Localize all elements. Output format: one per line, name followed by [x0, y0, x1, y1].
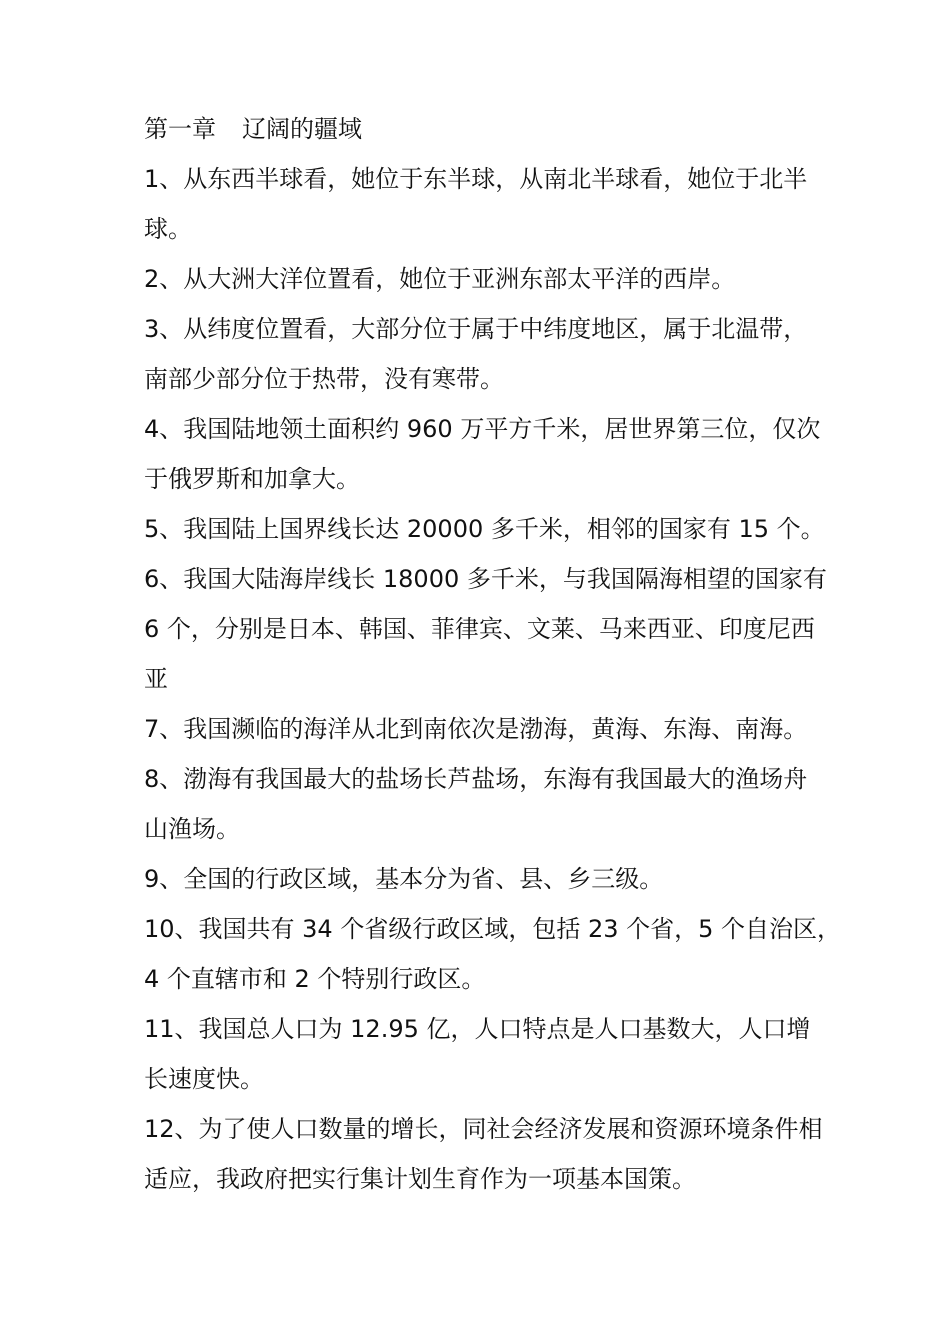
- paragraph-line: 12、为了使人口数量的增长，同社会经济发展和资源环境条件相: [144, 1115, 823, 1143]
- paragraph-line: 3、从纬度位置看，大部分位于属于中纬度地区，属于北温带，: [144, 315, 808, 343]
- paragraph-line: 6 个，分别是日本、韩国、菲律宾、文莱、马来西亚、印度尼西: [144, 615, 815, 643]
- list-item: [144, 254, 816, 304]
- paragraph-line: 长速度快。: [144, 1065, 264, 1093]
- list-item: [144, 154, 816, 254]
- list-item: [144, 1004, 816, 1104]
- list-item: [144, 504, 825, 554]
- paragraph-line: 6、我国大陆海岸线长 18000 多千米，与我国隔海相望的国家有: [144, 565, 827, 593]
- document-body: [144, 104, 842, 1204]
- paragraph-line: 7、我国濒临的海洋从北到南依次是渤海，黄海、东海、南海。: [144, 715, 808, 743]
- paragraph-line: 10、我国共有 34 个省级行政区域，包括 23 个省，5 个自治区，: [144, 915, 842, 943]
- paragraph-line: 11、我国总人口为 12.95 亿，人口特点是人口基数大，人口增: [144, 1015, 811, 1043]
- list-item: [144, 854, 816, 904]
- list-item: [144, 1104, 823, 1204]
- paragraph-line: 5、我国陆上国界线长达 20000 多千米，相邻的国家有 15 个。: [144, 515, 825, 543]
- paragraph-line: 1、从东西半球看，她位于东半球，从南北半球看，她位于北半: [144, 165, 808, 193]
- list-item: [144, 404, 821, 504]
- paragraph-line: 亚: [144, 665, 168, 693]
- list-item: [144, 554, 827, 704]
- paragraph-line: 于俄罗斯和加拿大。: [144, 465, 360, 493]
- paragraph-line: 山渔场。: [144, 815, 240, 843]
- list-item: [144, 904, 842, 1004]
- chapter-number: 第一章: [144, 115, 216, 143]
- paragraph-line: 2、从大洲大洋位置看，她位于亚洲东部太平洋的西岸。: [144, 265, 736, 293]
- list-item: [144, 304, 816, 404]
- paragraph-line: 9、全国的行政区域，基本分为省、县、乡三级。: [144, 865, 664, 893]
- paragraph-line: 4 个直辖市和 2 个特别行政区。: [144, 965, 486, 993]
- paragraph-line: 4、我国陆地领土面积约 960 万平方千米，居世界第三位，仅次: [144, 415, 821, 443]
- paragraph-line: 球。: [144, 215, 192, 243]
- chapter-title: [144, 104, 816, 154]
- list-item: [144, 754, 816, 854]
- list-item: [144, 704, 816, 754]
- paragraph-line: 8、渤海有我国最大的盐场长芦盐场，东海有我国最大的渔场舟: [144, 765, 808, 793]
- paragraph-line: 适应，我政府把实行集计划生育作为一项基本国策。: [144, 1165, 696, 1193]
- paragraph-line: 南部少部分位于热带，没有寒带。: [144, 365, 504, 393]
- chapter-name: 辽阔的疆域: [242, 115, 362, 143]
